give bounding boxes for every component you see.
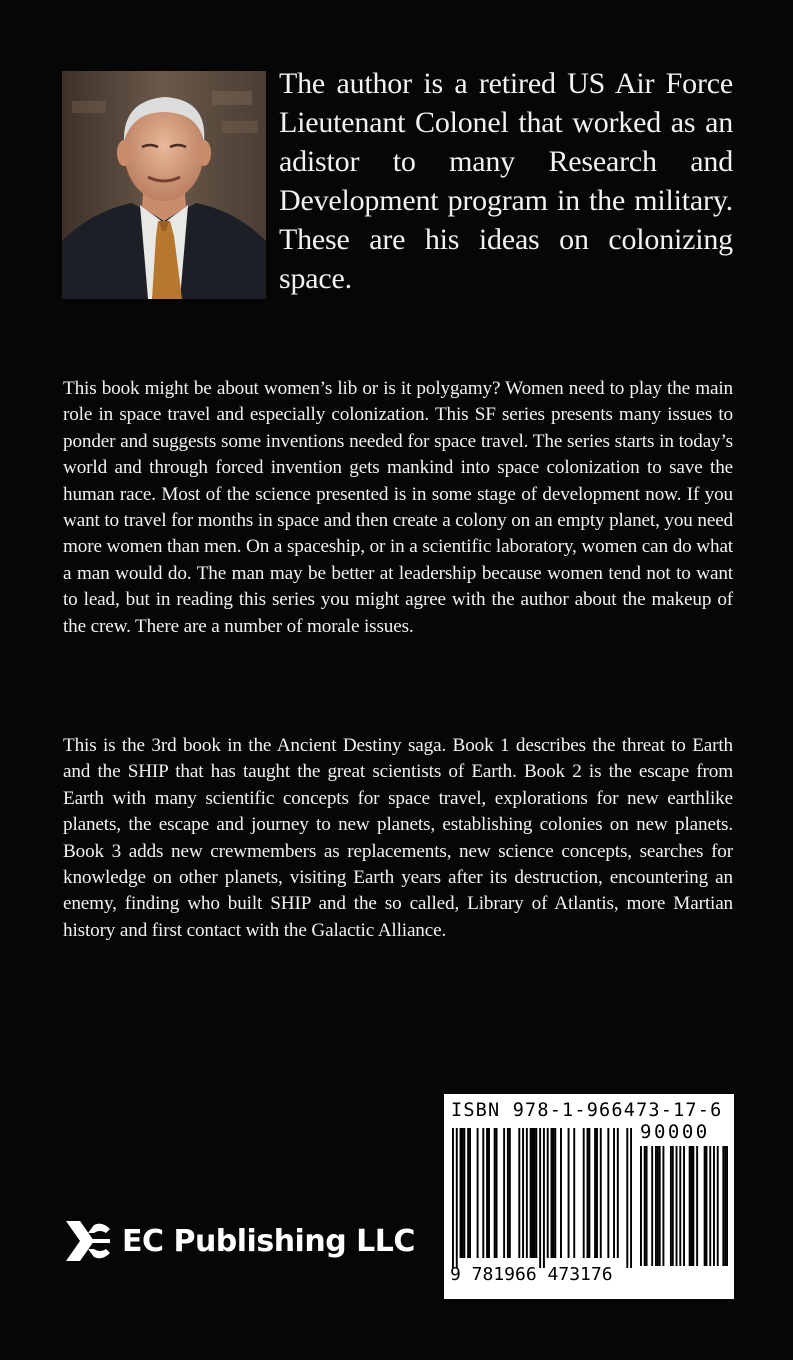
barcode-bar xyxy=(547,1128,549,1258)
author-photo xyxy=(62,71,266,299)
addon-bar xyxy=(692,1146,694,1266)
addon-bar xyxy=(726,1146,728,1266)
barcode-bar xyxy=(477,1128,479,1258)
barcode-bar xyxy=(486,1128,488,1258)
barcode-bar xyxy=(532,1128,534,1258)
barcode-bar xyxy=(461,1128,463,1258)
barcode-bar xyxy=(460,1128,462,1258)
ec-logo-icon xyxy=(64,1219,112,1263)
barcode-bar xyxy=(526,1128,528,1258)
barcode-bar xyxy=(503,1128,505,1258)
addon-bar xyxy=(691,1146,693,1266)
addon-bar xyxy=(676,1146,678,1266)
barcode-bar xyxy=(533,1128,535,1258)
barcode-bar xyxy=(554,1128,556,1258)
ean-digits: 9 781966 473176 xyxy=(450,1264,613,1285)
barcode-bar xyxy=(600,1128,602,1258)
author-portrait-image xyxy=(62,71,266,299)
book-description-paragraph-2: This is the 3rd book in the Ancient Destiny saga. Book 1 describes the threat to Earth and the SHIP that has taught the great scientists of Earth. Book 2 is the escape from Earth with many scientific concepts for space travel, explorations for new earthlike planets, the escape and journey to new planets, establishing colonies on new planets. Book 3 adds new crewmembers as replacements, new science concepts, searches for knowledge on other planets, visiting Earth years after its destruction, encountering an enemy, finding who built SHIP and the so called, Library of Atlantis, more Martian history and first contact with the Galactic Alliance. xyxy=(63,735,733,941)
isbn-label: ISBN 978-1-966473-17-6 xyxy=(451,1100,723,1121)
addon-bar xyxy=(689,1146,691,1266)
book-description-paragraph-1: This book might be about women’s lib or is it polygamy? Women need to play the main role in space travel and especially colonization. This SF series presents many issues to ponder and suggests some inventions needed for space travel. The series starts in today’s world and through forced invention gets mankind into space colonization to save the human race. Most of the science presented is in some stage of development now. If you want to travel for months in space and then create a colony on an empty planet, you need more women than men. On a spaceship, or in a scientific laboratory, women can do what a man would do. The man may be better at leadership because women tend not to want to lead, but in reading this series you might agree with the author about the makeup of the crew. There are a number of morale issues. xyxy=(63,378,733,637)
addon-bar xyxy=(644,1146,646,1266)
addon-bar xyxy=(683,1146,685,1266)
barcode-bar xyxy=(463,1128,465,1258)
barcode-bar xyxy=(535,1128,537,1258)
barcode-bar xyxy=(496,1128,498,1258)
barcode-bar xyxy=(594,1128,596,1258)
addon-bar xyxy=(657,1146,659,1266)
addon-barcode-bars xyxy=(640,1146,728,1266)
barcode-bar xyxy=(588,1128,590,1258)
author-bio: The author is a retired US Air Force Lieutenant Colonel that worked as an adistor to many Research and Development program in the military. These are his ideas on colonizing space. xyxy=(279,67,733,295)
barcode-bar xyxy=(630,1128,632,1268)
barcode-bar xyxy=(552,1128,554,1258)
barcode-bar xyxy=(482,1128,484,1258)
barcode-bar xyxy=(617,1128,619,1258)
addon-bar xyxy=(662,1146,664,1266)
addon-bar xyxy=(670,1146,672,1266)
barcode-bar xyxy=(560,1128,562,1258)
barcode-bar xyxy=(469,1128,471,1258)
addon-bar xyxy=(713,1146,715,1266)
addon-bar xyxy=(706,1146,708,1266)
barcode-bar xyxy=(587,1128,589,1258)
barcode-bar xyxy=(626,1128,628,1268)
addon-bar xyxy=(672,1146,674,1266)
barcode-bar xyxy=(507,1128,509,1258)
addon-bar xyxy=(696,1146,698,1266)
barcode-bar xyxy=(583,1128,585,1258)
barcode-bar xyxy=(509,1128,511,1258)
addon-bar xyxy=(651,1146,653,1266)
addon-bar xyxy=(679,1146,681,1266)
barcode-bar xyxy=(573,1128,575,1258)
addon-bar xyxy=(704,1146,706,1266)
barcode-bar xyxy=(551,1128,553,1258)
barcode-bar xyxy=(522,1128,524,1258)
barcode-bar xyxy=(530,1128,532,1258)
barcode-bar xyxy=(539,1128,541,1268)
barcode-bar xyxy=(518,1128,520,1258)
barcode-bar xyxy=(613,1128,615,1258)
publisher-name: EC Publishing LLC xyxy=(122,1223,415,1259)
addon-bar xyxy=(717,1146,719,1266)
addon-bar xyxy=(640,1146,642,1266)
addon-bar xyxy=(655,1146,657,1266)
barcode-bar xyxy=(596,1128,598,1258)
addon-bar xyxy=(722,1146,724,1266)
barcode-bar xyxy=(488,1128,490,1258)
barcode-bar xyxy=(543,1128,545,1268)
barcode-bar xyxy=(568,1128,570,1258)
addon-bar xyxy=(709,1146,711,1266)
barcode-bar xyxy=(607,1128,609,1258)
barcode-bar xyxy=(456,1128,458,1268)
barcode-bar xyxy=(467,1128,469,1258)
ean-barcode-bars xyxy=(452,1128,632,1268)
isbn-barcode xyxy=(444,1094,734,1299)
addon-bar xyxy=(724,1146,726,1266)
addon-bar xyxy=(646,1146,648,1266)
barcode-bar xyxy=(494,1128,496,1258)
addon-bar xyxy=(659,1146,661,1266)
barcode-bar xyxy=(452,1128,454,1268)
price-code: 90000 xyxy=(640,1121,710,1143)
publisher-logo xyxy=(64,1219,415,1263)
